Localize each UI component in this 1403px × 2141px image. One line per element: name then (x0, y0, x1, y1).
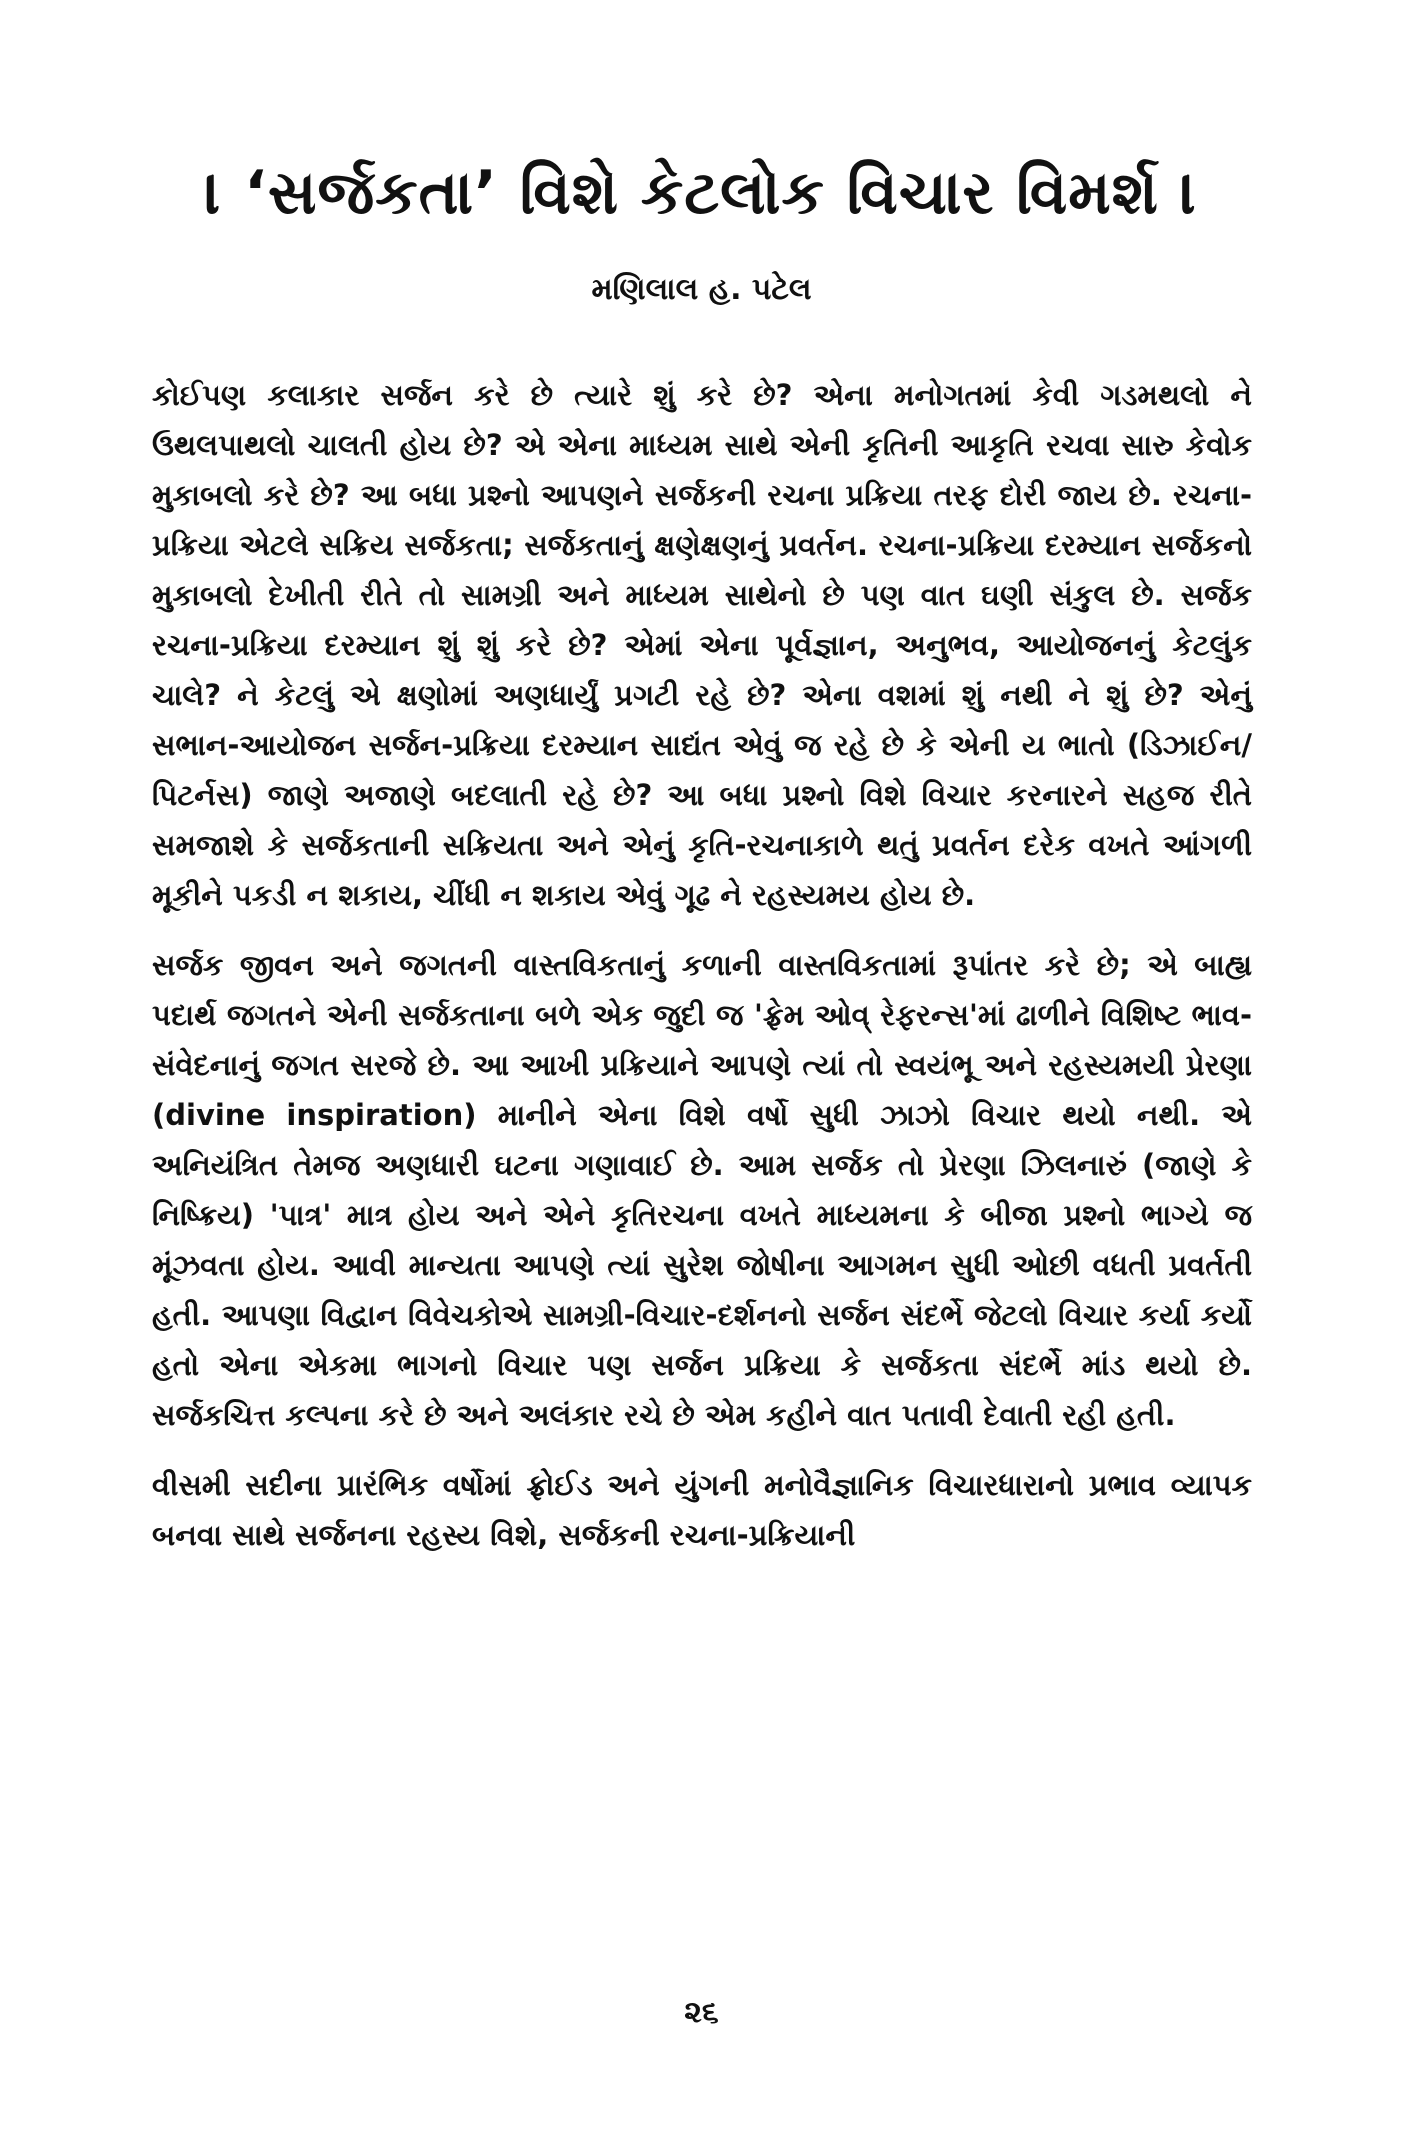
page-title: । ‘સર્જકતા’ વિશે કેટલોક વિચાર વિમર્શ । (205, 158, 1198, 228)
author-name: મણિલાલ હ. પટેલ (591, 272, 812, 307)
paragraph-2: સર્જક જીવન અને જગતની વાસ્તવિકતાનું કળાની વાસ્તવિકતામાં રૂપાંતર કરે છે; એ બાહ્ય પદાર્થ જગતને એની સર્જકતાના બળે એક જુદી જ 'ફ્રેમ ઓવ્ રેફરન્સ'માં ઢાળીને વિશિષ્ટ ભાવ-સંવેદનાનું જગત સરજે છે. આ આખી પ્રક્રિયાને આપણે ત્યાં તો સ્વયંભૂ અને રહસ્યમયી પ્રેરણા (divine inspiration) માનીને એના વિશે વર્ષો સુધી ઝાઝો વિચાર થયો નથી. એ અનિયંત્રિત તેમજ અણધારી ઘટના ગણાવાઈ છે. આમ સર્જક તો પ્રેરણા ઝિલનારું (જાણે કે નિષ્ક્રિય) 'પાત્ર' માત્ર હોય અને એને કૃતિરચના વખતે માધ્યમના કે બીજા પ્રશ્નો ભાગ્યે જ મૂંઝવતા હોય. આવી માન્યતા આપણે ત્યાં સુરેશ જોષીના આગમન સુધી ઓછી વધતી પ્રવર્તતી હતી. આપણા વિદ્વાન વિવેચકોએ સામગ્રી-વિચાર-દર્શનનો સર્જન સંદર્ભે જેટલો વિચાર કર્યા કર્યો હતો એના એકમા ભાગનો વિચાર પણ સર્જન પ્રક્રિયા કે સર્જકતા સંદર્ભે માંડ થયો છે. સર્જકચિત્ત કલ્પના કરે છે અને અલંકાર રચે છે એમ કહીને વાત પતાવી દેવાતી રહી હતી. (152, 948, 1252, 1432)
article-body (152, 370, 1252, 1560)
page-number: ૨૬ (684, 1995, 719, 2030)
paragraph-1: કોઈપણ કલાકાર સર્જન કરે છે ત્યારે શું કરે છે? એના મનોગતમાં કેવી ગડમથલો ને ઉથલપાથલો ચાલતી હોય છે? એ એના માધ્યમ સાથે એની કૃતિની આકૃતિ રચવા સારુ કેવોક મુકાબલો કરે છે? આ બધા પ્રશ્નો આપણને સર્જકની રચના પ્રક્રિયા તરફ દોરી જાય છે. રચના-પ્રક્રિયા એટલે સક્રિય સર્જકતા; સર્જકતાનું ક્ષણેક્ષણનું પ્રવર્તન. રચના-પ્રક્રિયા દરમ્યાન સર્જકનો મુકાબલો દેખીતી રીતે તો સામગ્રી અને માધ્યમ સાથેનો છે પણ વાત ઘણી સંકુલ છે. સર્જક રચના-પ્રક્રિયા દરમ્યાન શું શું કરે છે? એમાં એના પૂર્વજ્ઞાન, અનુભવ, આયોજનનું કેટલુંક ચાલે? ને કેટલું એ ક્ષણોમાં અણધાર્યું પ્રગટી રહે છે? એના વશમાં શું નથી ને શું છે? એનું સભાન-આયોજન સર્જન-પ્રક્રિયા દરમ્યાન સાદ્યંત એવું જ રહે છે કે એની ય ભાતો (ડિઝાઈન/પિટર્નસ) જાણે અજાણે બદલાતી રહે છે? આ બધા પ્રશ્નો વિશે વિચાર કરનારને સહજ રીતે સમજાશે કે સર્જકતાની સક્રિયતા અને એનું કૃતિ-રચનાકાળે થતું પ્રવર્તન દરેક વખતે આંગળી મૂકીને પકડી ન શકાય, ચીંધી ન શકાય એવું ગૂઢ ને રહસ્યમય હોય છે. (152, 378, 1252, 912)
paragraph-3: વીસમી સદીના પ્રારંભિક વર્ષોમાં ફ્રોઈડ અને યુંગની મનોવૈજ્ઞાનિક વિચારધારાનો પ્રભાવ વ્યાપક બનવા સાથે સર્જનના રહસ્ય વિશે, સર્જકની રચના-પ્રક્રિયાની (152, 1468, 1252, 1552)
